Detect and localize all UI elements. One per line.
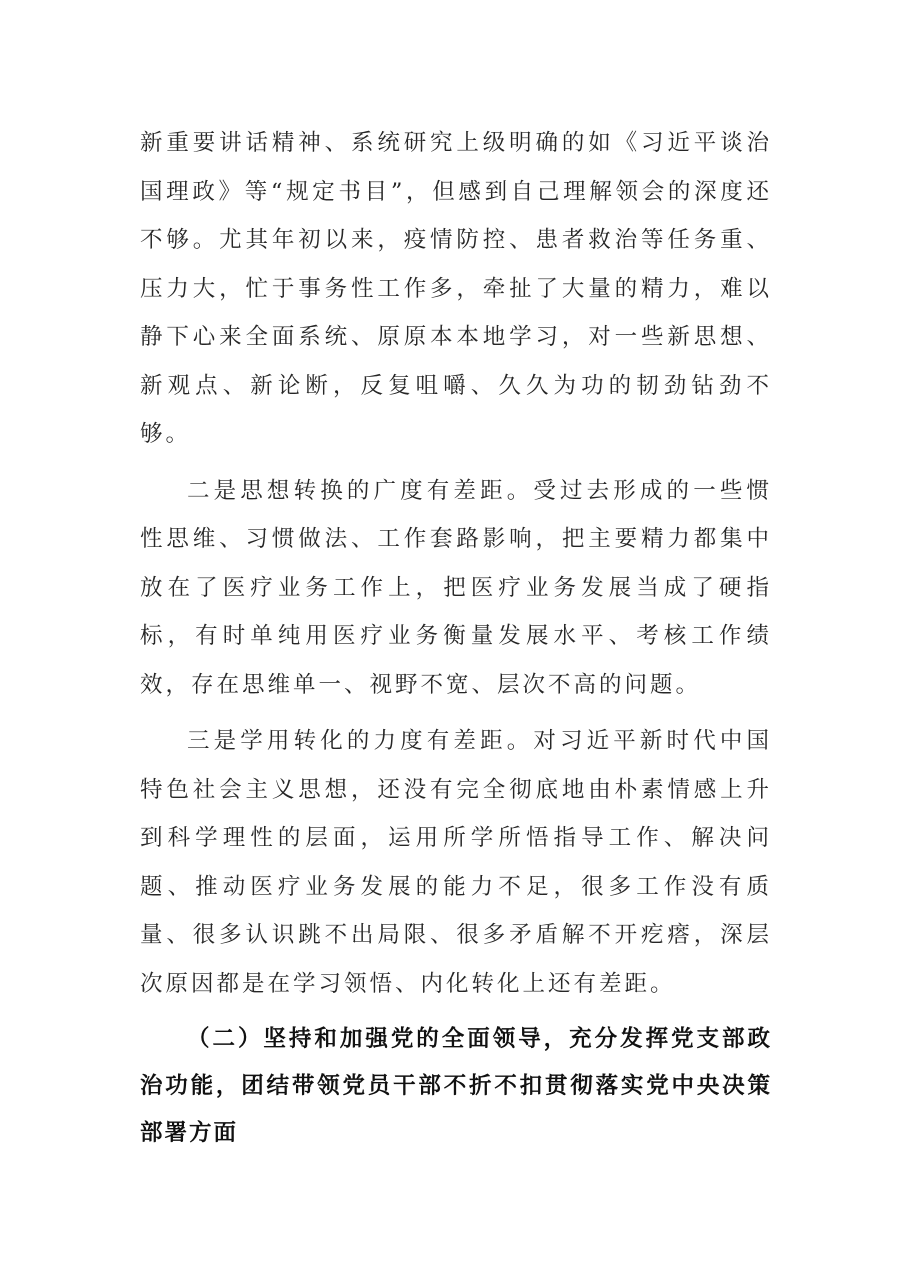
document-body xyxy=(140,119,772,1157)
paragraph-continuation: 新重要讲话精神、系统研究上级明确的如《习近平谈治国理政》等“规定书目”，但感到自己理解领会的深度还不够。尤其年初以来，疫情防控、患者救治等任务重、压力大，忙于事务性工作多，牵扯了大量的精力，难以静下心来全面系统、原原本本地学习，对一些新思想、新观点、新论断，反复咀嚼、久久为功的韧劲钻劲不够。 xyxy=(140,130,772,447)
paragraph-point-two: 二是思想转换的广度有差距。受过去形成的一些惯性思维、习惯做法、工作套路影响，把主要精力都集中放在了医疗业务工作上，把医疗业务发展当成了硬指标，有时单纯用医疗业务衡量发展水平、考核工作绩效，存在思维单一、视野不宽、层次不高的问题。 xyxy=(140,477,772,698)
section-heading: （二）坚持和加强党的全面领导，充分发挥党支部政治功能，团结带领党员干部不折不扣贯彻落实党中央决策部署方面 xyxy=(140,1026,772,1146)
paragraph-point-three: 三是学用转化的力度有差距。对习近平新时代中国特色社会主义思想，还没有完全彻底地由朴素情感上升到科学理性的层面，运用所学所悟指导工作、解决问题、推动医疗业务发展的能力不足，很多工作没有质量、很多认识跳不出局限、很多矛盾解不开疙瘩，深层次原因都是在学习领悟、内化转化上还有差距。 xyxy=(140,728,772,997)
